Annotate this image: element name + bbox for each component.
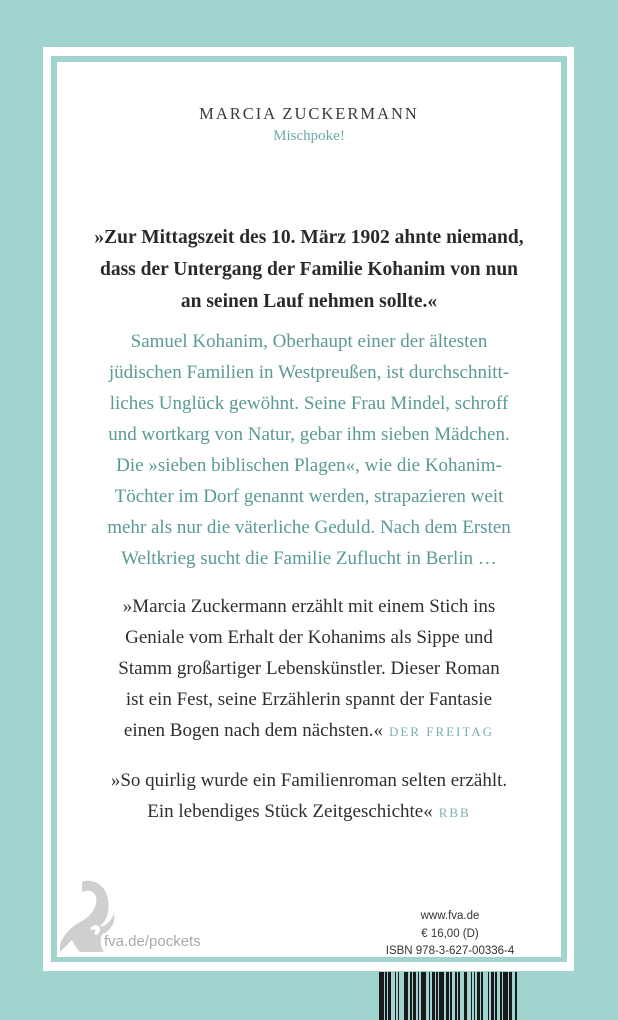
quote-source: DER FREITAG	[388, 724, 495, 739]
summary-line: Weltkrieg sucht die Familie Zuflucht in Berlin …	[121, 548, 497, 569]
teaser-line: an seinen Lauf nehmen sollte.«	[180, 291, 438, 312]
review-quote-rbb	[57, 765, 561, 828]
summary-line: Die »sieben biblischen Plagen«, wie die Kohanim-	[116, 455, 502, 476]
barcode	[379, 972, 519, 1020]
isbn: ISBN 978-3-627-00336-4	[385, 945, 515, 957]
summary-line: mehr als nur die väterliche Geduld. Nach dem Ersten	[107, 517, 511, 538]
teaser-line: dass der Untergang der Familie Kohanim von nun	[99, 259, 519, 280]
summary-line: Töchter im Dorf genannt werden, strapazieren weit	[114, 486, 504, 507]
quote-line	[57, 796, 561, 828]
summary-line: jüdischen Familien in Westpreußen, ist durchschnitt-	[108, 362, 510, 383]
quote-line: »So quirlig wurde ein Familienroman selten erzählt.	[110, 770, 508, 791]
pockets-link[interactable]: fva.de/pockets	[104, 933, 201, 950]
summary-line: liches Unglück gewöhnt. Seine Frau Mindel, schroff	[109, 393, 509, 414]
publisher-info	[360, 908, 540, 961]
quote-line: Geniale vom Erhalt der Kohanims als Sippe und	[125, 627, 493, 648]
quote-line: Stamm großartiger Lebenskünstler. Dieser Roman	[118, 658, 500, 679]
summary-line: und wortkarg von Natur, gebar ihm sieben Mädchen.	[108, 424, 510, 445]
quote-line: »Marcia Zuckermann erzählt mit einem Stich ins	[122, 596, 496, 617]
quote-line: ist ein Fest, seine Erzählerin spannt der Fantasie	[125, 689, 493, 710]
summary-line: Samuel Kohanim, Oberhaupt einer der ältesten	[130, 331, 488, 352]
quote-line-text: einen Bogen nach dem nächsten.«	[123, 720, 383, 741]
plot-summary	[57, 326, 561, 574]
author-name: MARCIA ZUCKERMANN	[199, 104, 419, 123]
quote-source: RBB	[438, 805, 471, 820]
teaser-line: »Zur Mittagszeit des 10. März 1902 ahnte niemand,	[94, 227, 524, 248]
teaser-quote	[57, 222, 561, 318]
website[interactable]: www.fva.de	[420, 910, 480, 922]
book-title: Mischpoke!	[273, 128, 345, 144]
quote-line	[57, 715, 561, 747]
price: € 16,00 (D)	[421, 927, 479, 940]
review-quote-freitag	[57, 591, 561, 747]
quote-line-text: Ein lebendiges Stück Zeitgeschichte«	[147, 801, 433, 822]
